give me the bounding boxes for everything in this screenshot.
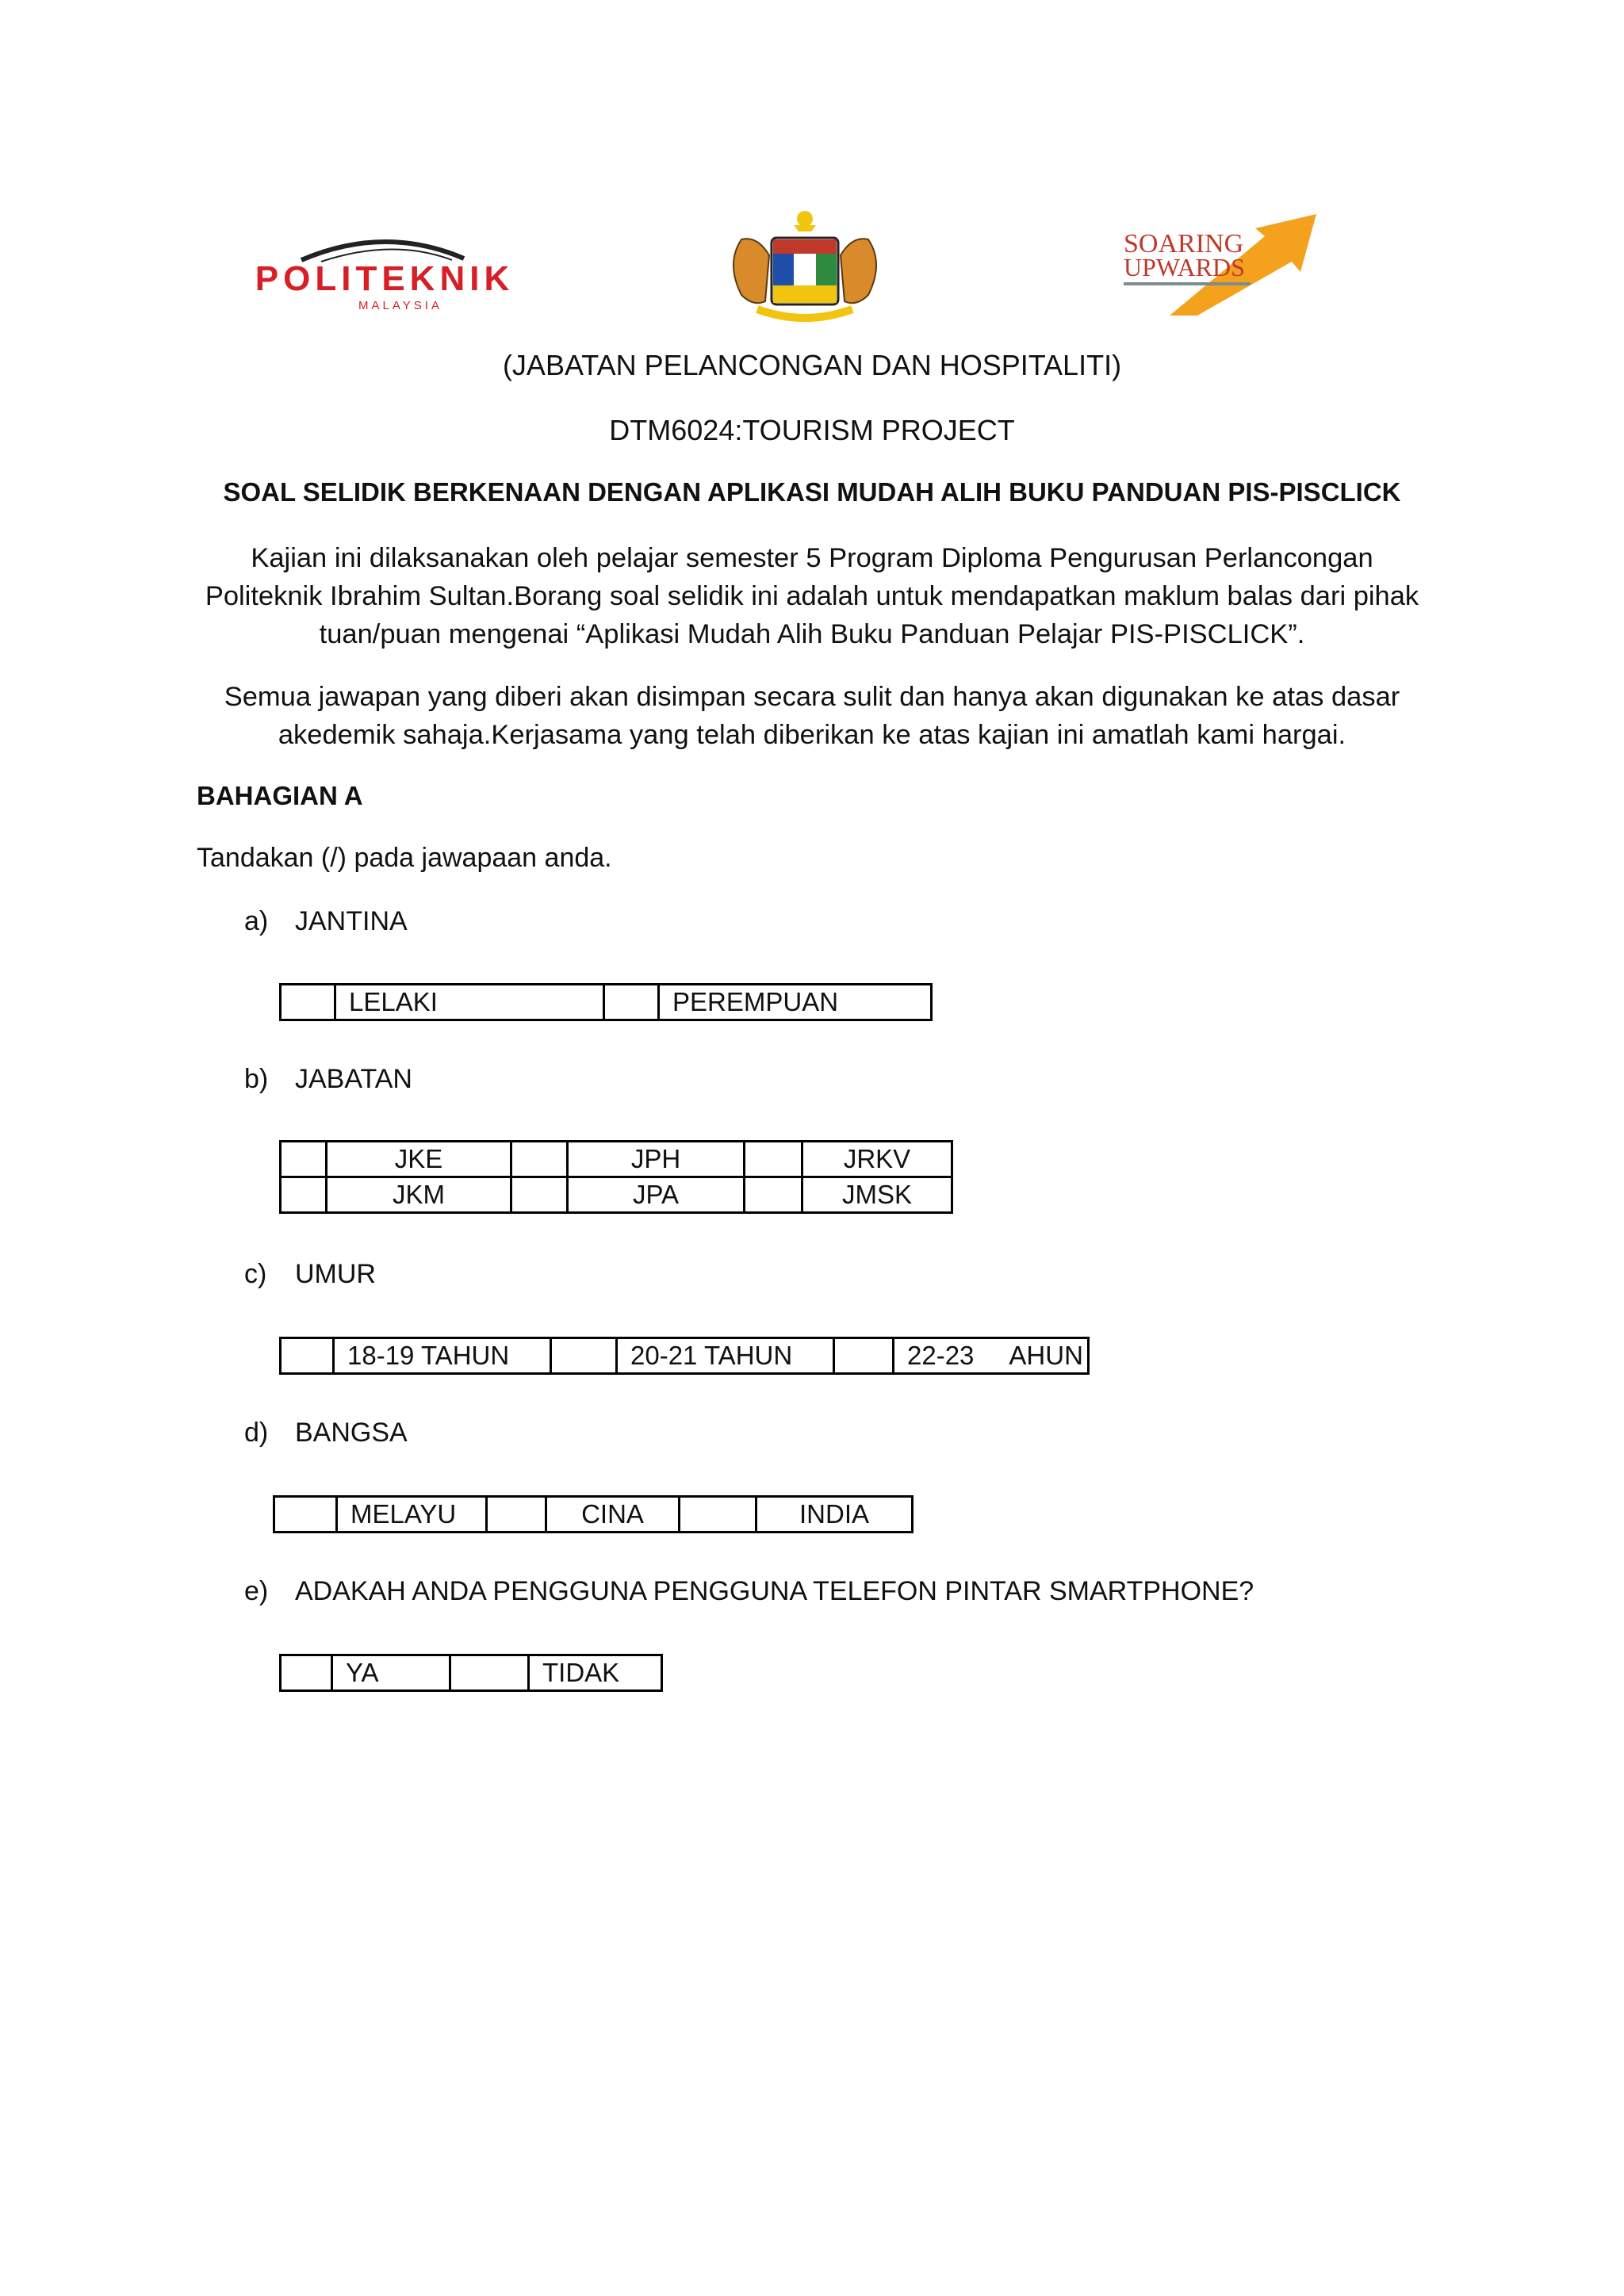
checkbox-india[interactable] [680,1497,756,1533]
option-jkm: JKM [327,1177,511,1213]
checkbox-perempuan[interactable] [604,985,659,1020]
checkbox-jpa[interactable] [511,1177,568,1213]
option-perempuan: PEREMPUAN [659,985,932,1020]
option-jke: JKE [327,1142,511,1177]
option-jmsk: JMSK [802,1177,952,1213]
malaysia-coat-of-arms-icon [710,208,900,328]
checkbox-jrkv[interactable] [745,1142,802,1177]
option-melayu: MELAYU [337,1497,487,1533]
course-code: DTM6024:TOURISM PROJECT [609,414,1015,446]
checkbox-jmsk[interactable] [745,1177,802,1213]
question-letter: c) [244,1259,267,1289]
department-options [279,1140,953,1214]
checkbox-jph[interactable] [511,1142,568,1177]
checkbox-age-18-19[interactable] [281,1338,334,1374]
option-cina: CINA [546,1497,680,1533]
option-ya: YA [332,1655,450,1691]
checkbox-jke[interactable] [281,1142,327,1177]
checkbox-age-20-21[interactable] [551,1338,617,1374]
checkbox-jkm[interactable] [281,1177,327,1213]
question-letter: e) [244,1576,269,1606]
question-text: JANTINA [295,906,408,936]
soaring-logo-line1: SOARING [1124,229,1244,258]
question-b-label [244,1064,412,1095]
checkbox-ya[interactable] [281,1655,332,1691]
question-text: JABATAN [295,1064,412,1094]
politeknik-logo-text: POLITEKNIK [255,259,515,298]
smartphone-options [279,1654,663,1692]
survey-title: SOAL SELIDIK BERKENAAN DENGAN APLIKASI MUDAH ALIH BUKU PANDUAN PIS-PISCLICK [223,477,1401,507]
instruction-text: Tandakan (/) pada jawapaan anda. [197,843,612,873]
question-d-label [244,1418,408,1448]
soaring-upwards-logo [1122,212,1324,320]
option-tidak: TIDAK [529,1655,662,1691]
gender-options [279,983,933,1021]
question-c-label [244,1259,376,1290]
section-heading: BAHAGIAN A [197,781,363,810]
politeknik-logo-subtext: MALAYSIA [358,299,442,312]
checkbox-tidak[interactable] [450,1655,529,1691]
option-age-22-23: 22-23 AHUN [894,1338,1089,1374]
question-letter: a) [244,906,269,936]
option-jph: JPH [568,1142,745,1177]
checkbox-cina[interactable] [487,1497,546,1533]
option-india: INDIA [756,1497,913,1533]
question-letter: b) [244,1064,269,1094]
department-heading: (JABATAN PELANCONGAN DAN HOSPITALITI) [502,349,1122,381]
soaring-logo-line2: UPWARDS [1124,253,1245,281]
checkbox-age-22-23[interactable] [834,1338,894,1374]
race-options [273,1495,914,1533]
question-text: ADAKAH ANDA PENGGUNA PENGGUNA TELEFON PINTAR SMARTPHONE? [295,1576,1254,1606]
politeknik-logo [226,228,543,316]
option-jrkv: JRKV [802,1142,952,1177]
question-a-label [244,906,408,937]
question-e-label [244,1576,1254,1607]
option-age-20-21: 20-21 TAHUN [617,1338,834,1374]
intro-paragraph-1: Kajian ini dilaksanakan oleh pelajar semester 5 Program Diploma Pengurusan Perlancongan Politeknik Ibrahim Sultan.Borang soal selidik ini adalah untuk mendapatkan maklum balas dari pihak tuan/puan mengenai “Aplikasi Mudah Alih Buku Panduan Pelajar PIS-PISCLICK”. [205,543,1419,649]
checkbox-lelaki[interactable] [281,985,335,1020]
option-lelaki: LELAKI [335,985,604,1020]
question-letter: d) [244,1418,269,1448]
intro-paragraph-2: Semua jawapan yang diberi akan disimpan secara sulit dan hanya akan digunakan ke atas dasar akedemik sahaja.Kerjasama yang telah diberikan ke atas kajian ini amatlah kami hargai. [224,682,1400,750]
question-text: BANGSA [295,1418,408,1448]
option-jpa: JPA [568,1177,745,1213]
option-age-18-19: 18-19 TAHUN [334,1338,551,1374]
checkbox-melayu[interactable] [274,1497,337,1533]
question-text: UMUR [295,1259,376,1289]
age-options [279,1337,1090,1375]
